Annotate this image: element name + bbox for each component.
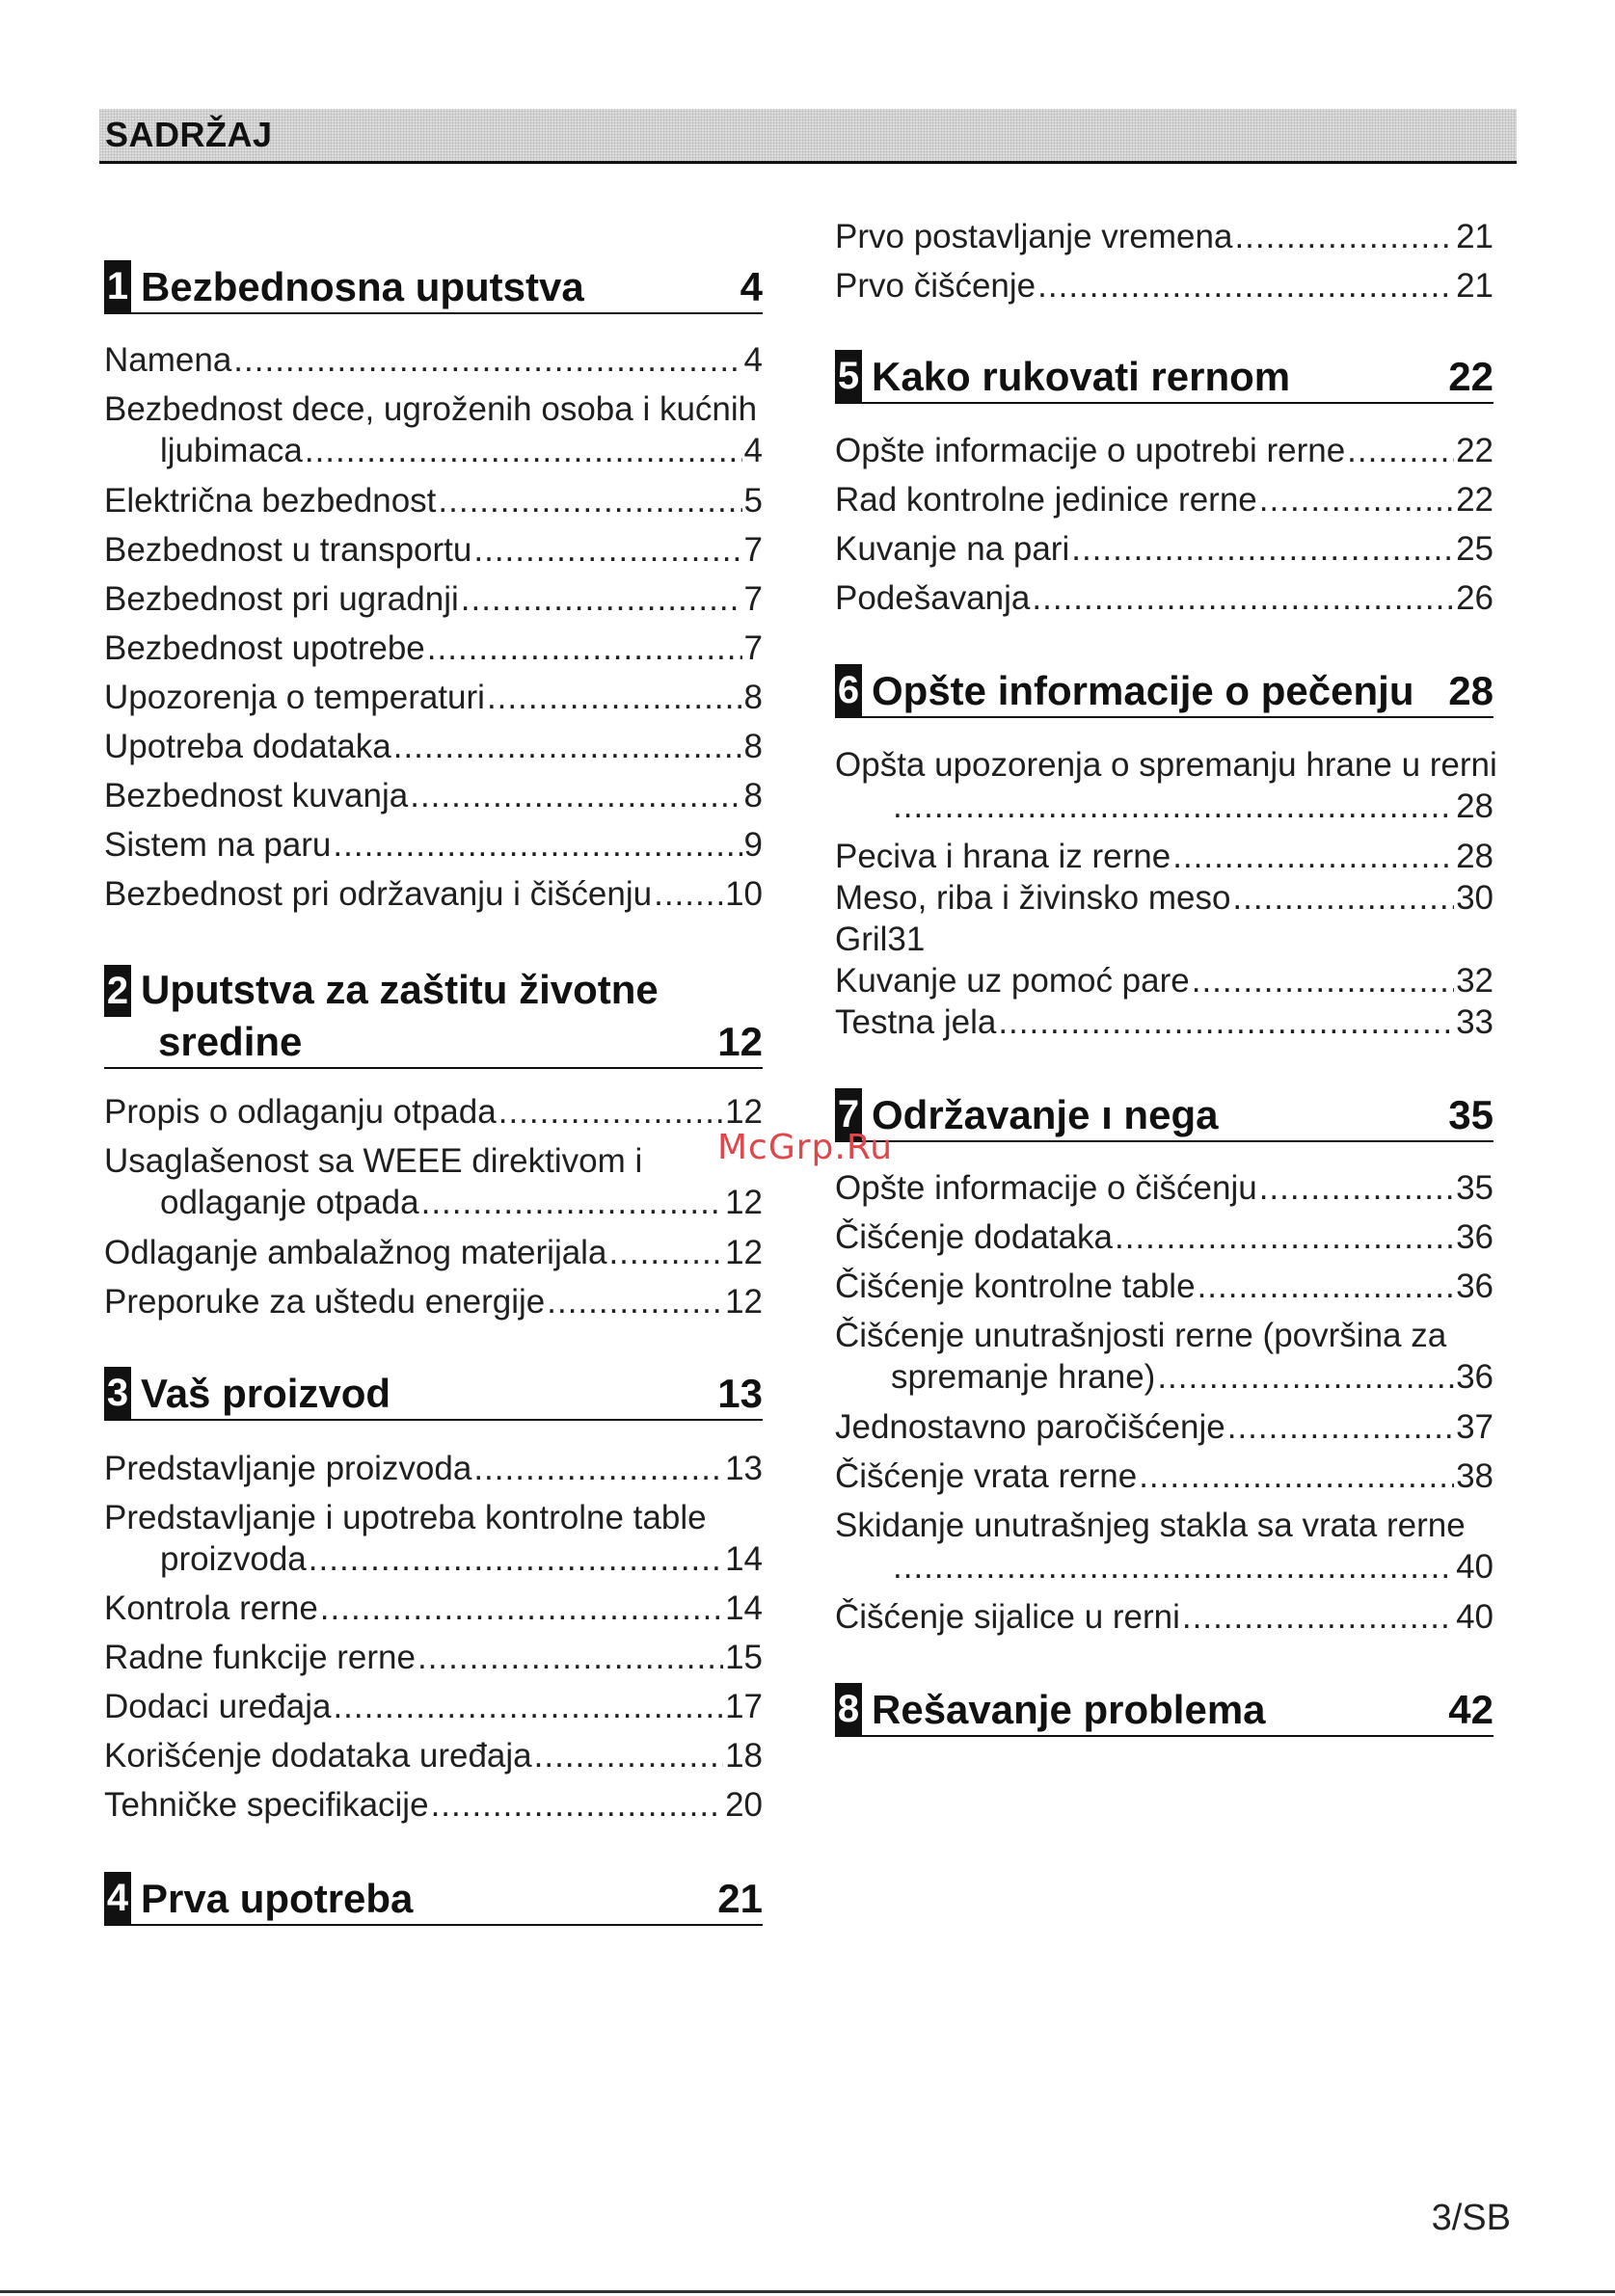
chapter-page: 12: [717, 1019, 763, 1064]
toc-entry[interactable]: [835, 1406, 1494, 1448]
chapter-heading-4[interactable]: [104, 1874, 763, 1926]
toc-entry[interactable]: [835, 877, 1494, 919]
toc-entry[interactable]: [104, 1637, 763, 1678]
toc-entry[interactable]: [835, 1266, 1494, 1307]
toc-entry-page: 14: [725, 1540, 763, 1578]
leader-dots: [1139, 1455, 1454, 1497]
toc-entry[interactable]: [104, 1497, 763, 1580]
chapter-title-line1: Uputstva za zaštitu životne: [141, 967, 659, 1012]
toc-entry-page: 22: [1456, 432, 1494, 469]
toc-entry-label: Opšte informacije o čišćenju: [835, 1169, 1257, 1207]
toc-entry-page: 12: [725, 1184, 763, 1221]
leader-dots: [1032, 577, 1454, 619]
page-title: SADRŽAJ: [105, 115, 273, 154]
toc-entry[interactable]: [835, 1505, 1494, 1588]
toc-entry-page: 35: [1456, 1169, 1494, 1207]
toc-entry-label: Odlaganje ambalažnog materijala: [104, 1234, 607, 1271]
leader-dots: [1115, 1216, 1454, 1258]
chapter-title: Opšte informacije o pečenju: [872, 668, 1414, 713]
toc-entry-label: Opšte informacije o upotrebi rerne: [835, 432, 1346, 469]
toc-entry[interactable]: [104, 873, 763, 915]
toc-entry[interactable]: [104, 1232, 763, 1273]
chapter-heading-5[interactable]: [835, 352, 1494, 404]
leader-dots: [305, 430, 742, 471]
toc-entry[interactable]: [835, 1216, 1494, 1258]
leader-dots: [233, 339, 741, 381]
toc-entry-label-first-line: Usaglašenost sa WEEE direktivom i: [104, 1142, 643, 1180]
toc-entry-label: Dodaci uređaja: [104, 1688, 332, 1725]
toc-entry-page: 18: [725, 1737, 763, 1775]
toc-entry-page: 8: [743, 679, 763, 716]
toc-entry-page: 36: [1456, 1358, 1494, 1396]
toc-entry[interactable]: [104, 1588, 763, 1629]
toc-entry-label: Radne funkcije rerne: [104, 1639, 416, 1676]
toc-entry[interactable]: [835, 1596, 1494, 1638]
leader-dots: [421, 1182, 723, 1223]
toc-entry-page: 33: [1456, 1003, 1494, 1041]
leader-dots: [1182, 1596, 1454, 1638]
toc-entry-page: 36: [1456, 1268, 1494, 1305]
toc-entry[interactable]: [835, 479, 1494, 521]
toc-entry-page: 12: [725, 1234, 763, 1271]
toc-entry[interactable]: [835, 744, 1497, 827]
toc-entry-label: Predstavljanje proizvoda: [104, 1450, 472, 1487]
toc-entry[interactable]: [835, 1167, 1494, 1209]
toc-entry[interactable]: [104, 824, 763, 866]
chapter-page: 13: [717, 1371, 763, 1416]
toc-entry-label: Čišćenje vrata rerne: [835, 1457, 1138, 1495]
chapter-heading-3[interactable]: [104, 1369, 763, 1421]
toc-entry-label: Podešavanja: [835, 579, 1031, 617]
chapter-page: 42: [1448, 1687, 1494, 1732]
toc-entry-label: Sistem na paru: [104, 826, 332, 864]
chapter-heading-7[interactable]: [835, 1090, 1494, 1142]
leader-dots: [1227, 1406, 1454, 1448]
toc-entry-label: ljubimaca: [160, 432, 303, 469]
toc-entry-label: Meso, riba i živinsko meso: [835, 879, 1231, 917]
leader-dots: [309, 1538, 723, 1580]
toc-entry-label: Prvo postavljanje vremena: [835, 218, 1233, 255]
toc-entry-label: Čišćenje kontrolne table: [835, 1268, 1196, 1305]
toc-entry-label: Upozorenja o temperaturi: [104, 679, 485, 716]
toc-entry-page: 9: [743, 826, 763, 864]
toc-entry-label: Bezbednost pri održavanju i čišćenju: [104, 875, 653, 913]
leader-dots: [1192, 960, 1454, 1001]
toc-entry-label: Bezbednost pri ugradnji: [104, 580, 459, 618]
toc-entry[interactable]: [835, 1001, 1494, 1043]
toc-entry-label-first-line: Bezbednost dece, ugroženih osoba i kućnih: [104, 390, 758, 428]
chapter-title: Kako rukovati rernom: [872, 354, 1291, 399]
toc-entry-page: 28: [1456, 838, 1494, 875]
toc-entry-label: Bezbednost u transportu: [104, 531, 472, 569]
chapter-title: Bezbednosna uputstva: [141, 264, 584, 309]
toc-entry[interactable]: [104, 339, 763, 381]
chapter-title: Prva upotreba: [141, 1876, 414, 1921]
watermark-text: McGrp.Ru: [717, 1128, 894, 1167]
toc-entry[interactable]: [104, 578, 763, 620]
leader-dots: [547, 1281, 723, 1322]
toc-entry[interactable]: [104, 1784, 763, 1826]
toc-entry-page: 7: [743, 531, 763, 569]
toc-entry-page: 20: [725, 1786, 763, 1824]
toc-entry[interactable]: [104, 627, 763, 669]
toc-entry-page: 22: [1456, 481, 1494, 519]
toc-entry-page: 37: [1456, 1408, 1494, 1446]
toc-entry-page: 21: [1456, 218, 1494, 255]
leader-dots: [487, 677, 742, 718]
toc-entry-label: Prvo čišćenje: [835, 267, 1036, 305]
page-number: 3/SB: [1431, 2198, 1511, 2238]
chapter-number: 8: [835, 1683, 862, 1735]
toc-entry[interactable]: [835, 430, 1494, 471]
toc-entry-page: 8: [743, 728, 763, 765]
toc-entry-label: Električna bezbednost: [104, 482, 437, 520]
toc-entry-label: Tehničke specifikacije: [104, 1786, 429, 1824]
toc-entry-label: Rad kontrolne jedinice rerne: [835, 481, 1257, 519]
toc-entry-page: 36: [1456, 1218, 1494, 1256]
chapter-title: Rešavanje problema: [872, 1687, 1266, 1732]
toc-entry-label: Upotreba dodataka: [104, 728, 391, 765]
toc-entry-label: Čišćenje sijalice u rerni: [835, 1598, 1180, 1636]
chapter-page: 4: [740, 264, 763, 309]
toc-entry[interactable]: [104, 1281, 763, 1322]
chapter-number: 3: [104, 1367, 131, 1419]
toc-entry-page: 28: [1456, 788, 1494, 825]
toc-entry[interactable]: [835, 216, 1494, 257]
toc-entry-page: 12: [725, 1283, 763, 1321]
toc-entry-label: Čišćenje dodataka: [835, 1218, 1113, 1256]
leader-dots: [1198, 1266, 1455, 1307]
chapter-number: 6: [835, 664, 862, 716]
toc-entry-page: 4: [743, 432, 763, 469]
section-header-bar: [99, 109, 1517, 164]
toc-entry-page: 40: [1456, 1548, 1494, 1586]
chapter-title: Održavanje ı nega: [872, 1092, 1219, 1137]
chapter-page: 35: [1448, 1092, 1494, 1137]
chapter-heading-2[interactable]: [104, 964, 763, 1069]
toc-entry[interactable]: [104, 1735, 763, 1776]
toc-entry[interactable]: [104, 388, 763, 471]
leader-dots: [654, 873, 723, 915]
toc-entry-page: 26: [1456, 579, 1494, 617]
toc-entry-page: 13: [725, 1450, 763, 1487]
chapter-page: 22: [1448, 354, 1494, 399]
leader-dots: [438, 480, 741, 521]
toc-entry-label-first-line: Predstavljanje i upotreba kontrolne table: [104, 1499, 707, 1536]
bottom-divider: [0, 2290, 1615, 2293]
toc-entry[interactable]: [104, 677, 763, 718]
leader-dots: [417, 1637, 723, 1678]
chapter-number: 2: [104, 965, 131, 1017]
toc-entry-page: 17: [725, 1688, 763, 1725]
toc-entry-label: Korišćenje dodataka uređaja: [104, 1737, 532, 1775]
toc-entry-label: proizvoda: [160, 1540, 307, 1578]
leader-dots: [1037, 265, 1454, 307]
toc-entry[interactable]: [104, 1091, 763, 1133]
chapter-number: 1: [104, 260, 131, 312]
toc-entry-page: 10: [725, 875, 763, 913]
leader-dots: [1232, 877, 1454, 919]
toc-entry-page: 4: [743, 341, 763, 379]
chapter-page: 21: [717, 1876, 763, 1921]
toc-entry-label: Kontrola rerne: [104, 1589, 318, 1627]
toc-entry-label: odlaganje otpada: [160, 1184, 419, 1221]
toc-entry-label: Kuvanje uz pomoć pare: [835, 962, 1190, 1000]
toc-entry-page: 21: [1456, 267, 1494, 305]
toc-entry[interactable]: [835, 577, 1494, 619]
leader-dots: [410, 775, 741, 816]
leader-dots: [1234, 216, 1454, 257]
toc-entry-label-first-line: Opšta upozorenja o spremanju hrane u rerni: [835, 746, 1497, 784]
leader-dots: [333, 824, 741, 866]
toc-entry-label: Testna jela: [835, 1003, 997, 1041]
leader-dots: [333, 1686, 723, 1727]
toc-entry[interactable]: [835, 919, 1494, 960]
chapter-title: Vaš proizvod: [141, 1371, 391, 1416]
toc-entry-page: 25: [1456, 530, 1494, 568]
leader-dots: [1259, 479, 1454, 521]
toc-entry-page: 30: [1456, 879, 1494, 917]
toc-entry[interactable]: [835, 836, 1494, 877]
leader-dots: [320, 1588, 723, 1629]
leader-dots: [1172, 836, 1454, 877]
toc-entry-label: Kuvanje na pari: [835, 530, 1070, 568]
toc-entry-page: 12: [725, 1093, 763, 1131]
toc-entry-label: Namena: [104, 341, 232, 379]
toc-entry-label: Bezbednost upotrebe: [104, 629, 425, 667]
toc-entry-label-first-line: Skidanje unutrašnjeg stakla sa vrata rerne: [835, 1507, 1466, 1544]
toc-entry[interactable]: [104, 726, 763, 767]
toc-entry-page: 8: [743, 777, 763, 814]
chapter-heading-1[interactable]: [104, 262, 763, 314]
toc-entry-label-first-line: Čišćenje unutrašnjosti rerne (površina za: [835, 1317, 1447, 1354]
leader-dots: [393, 726, 742, 767]
toc-entry[interactable]: [104, 1448, 763, 1489]
chapter-number: 7: [835, 1088, 862, 1140]
toc-entry-page: 38: [1456, 1457, 1494, 1495]
toc-entry[interactable]: [835, 960, 1494, 1001]
toc-entry-page: 40: [1456, 1598, 1494, 1636]
chapter-number: 4: [104, 1872, 131, 1924]
leader-dots: [608, 1232, 723, 1273]
leader-dots: [473, 529, 741, 571]
leader-dots: [1157, 1356, 1454, 1398]
toc-entry[interactable]: [835, 1455, 1494, 1497]
toc-entry-page: 7: [743, 580, 763, 618]
toc-entry[interactable]: [104, 529, 763, 571]
leader-dots: [498, 1091, 723, 1133]
leader-dots: [893, 1546, 1454, 1588]
leader-dots: [473, 1448, 723, 1489]
toc-entry-page: 14: [725, 1589, 763, 1627]
leader-dots: [1347, 430, 1454, 471]
chapter-heading-8[interactable]: [835, 1685, 1494, 1737]
toc-entry[interactable]: [104, 480, 763, 521]
toc-entry[interactable]: [835, 1315, 1494, 1398]
toc-entry[interactable]: [835, 265, 1494, 307]
toc-entry-label: Peciva i hrana iz rerne: [835, 838, 1171, 875]
chapter-page: 28: [1448, 668, 1494, 713]
toc-entry-label: Jednostavno paročišćenje: [835, 1408, 1225, 1446]
toc-entry-page: 15: [725, 1639, 763, 1676]
toc-entry[interactable]: [104, 775, 763, 816]
leader-dots: [1259, 1167, 1454, 1209]
toc-entry[interactable]: [104, 1686, 763, 1727]
toc-entry-page: 5: [743, 482, 763, 520]
toc-entry-label: Bezbednost kuvanja: [104, 777, 409, 814]
toc-entry-page: 32: [1456, 962, 1494, 1000]
toc-entry-label: Gril31: [835, 921, 926, 958]
toc-entry-label: Propis o odlaganju otpada: [104, 1093, 497, 1131]
toc-entry[interactable]: [104, 1140, 763, 1223]
chapter-title-line2: sredine: [158, 1019, 303, 1064]
toc-entry-label: Preporuke za uštedu energije: [104, 1283, 546, 1321]
leader-dots: [431, 1784, 724, 1826]
leader-dots: [461, 578, 742, 620]
leader-dots: [427, 627, 742, 669]
leader-dots: [893, 786, 1454, 827]
leader-dots: [1071, 528, 1454, 570]
toc-entry-label: spremanje hrane): [891, 1358, 1156, 1396]
chapter-number: 5: [835, 350, 862, 402]
chapter-heading-6[interactable]: [835, 666, 1494, 718]
leader-dots: [998, 1001, 1454, 1043]
toc-entry-page: 7: [743, 629, 763, 667]
leader-dots: [534, 1735, 723, 1776]
toc-entry[interactable]: [835, 528, 1494, 570]
